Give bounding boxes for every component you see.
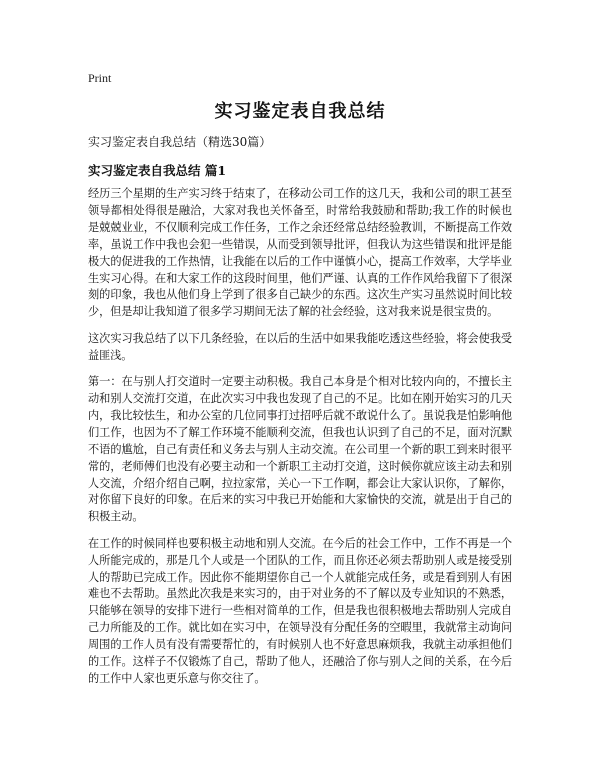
paragraph: 这次实习我总结了以下几条经验，在以后的生活中如果我能吃透这些经验，将会使我受益匪浅。: [88, 331, 512, 362]
paragraph: 经历三个星期的生产实习终于结束了，在移动公司工作的这几天，我和公司的职工甚至领导都相处得很是融洽，大家对我也关怀备至，时常给我鼓励和帮助;我工作的时候也是兢兢业业，不仅顺利完成工作任务，工作之余还经常总结经验教训，不断提高工作效率，虽说工作中我也会犯一些错误，从而受到领导批评，但我认为这些错误和批评是能极大的促进我的工作热情，让我能在以后的工作中谨慎小心，提高工作效率，大学毕业生实习心得。在和大家工作的这段时间里，他们严谨、认真的工作作风给我留下了很深刻的印象，我也从他们身上学到了很多自己缺少的东西。这次生产实习虽然说时间比较少，但是却让我知道了很多学习期间无法了解的社会经验，这对我来说是很宝贵的。: [88, 187, 512, 319]
document-title: 实习鉴定表自我总结: [214, 101, 386, 122]
paragraph: 在工作的时候同样也要积极主动地和别人交流。在今后的社会工作中，工作不再是一个人所能完成的，那是几个人或是一个团队的工作，而且你还必须去帮助别人或是接受别人的帮助已完成工作。因此你不能期望你自己一个人就能完成任务，或是看到别人有困难也不去帮助。虽然此次我是来实习的，由于对业务的不了解以及专业知识的不熟悉，只能够在领导的安排下进行一些相对简单的工作，但是我也很积极地去帮助别人完成自己力所能及的工作。就比如在实习中，在领导没有分配任务的空暇里，我就常主动询问周围的工作人员有没有需要帮忙的，有时候别人也不好意思麻烦我，我就主动承担他们的工作。这样子不仅锻炼了自己，帮助了他人，还融洽了你与别人之间的关系，在今后的工作中人家也更乐意与你交往了。: [88, 536, 512, 685]
print-label[interactable]: Print: [88, 71, 112, 85]
section-heading: 实习鉴定表自我总结 篇1: [88, 163, 227, 178]
body-text: [88, 186, 512, 697]
document-subtitle: 实习鉴定表自我总结（精选30篇）: [88, 135, 272, 149]
paragraph: 第一：在与别人打交道时一定要主动积极。我自己本身是个相对比较内向的，不擅长主动和别人交流打交道，在此次实习中我也发现了自己的不足。比如在刚开始实习的几天内，我比较怯生，和办公室的几位同事打过招呼后就不敢说什么了。虽说我是怕影响他们工作，也因为不了解工作环境不能顺利交流，但我也认识到了自己的不足，面对沉默不语的尴尬，自己有责任和义务去与别人主动交流。在公司里一个新的职工到来时很平常的，老师傅们也没有必要主动和一个新职工主动打交道，这时候你就应该主动去和别人交流，介绍介绍自己啊，拉拉家常，关心一下工作啊，都会让大家认识你，了解你，对你留下良好的印象。在后来的实习中我已开始能和大家愉快的交流，就是出于自己的积极主动。: [88, 375, 512, 524]
